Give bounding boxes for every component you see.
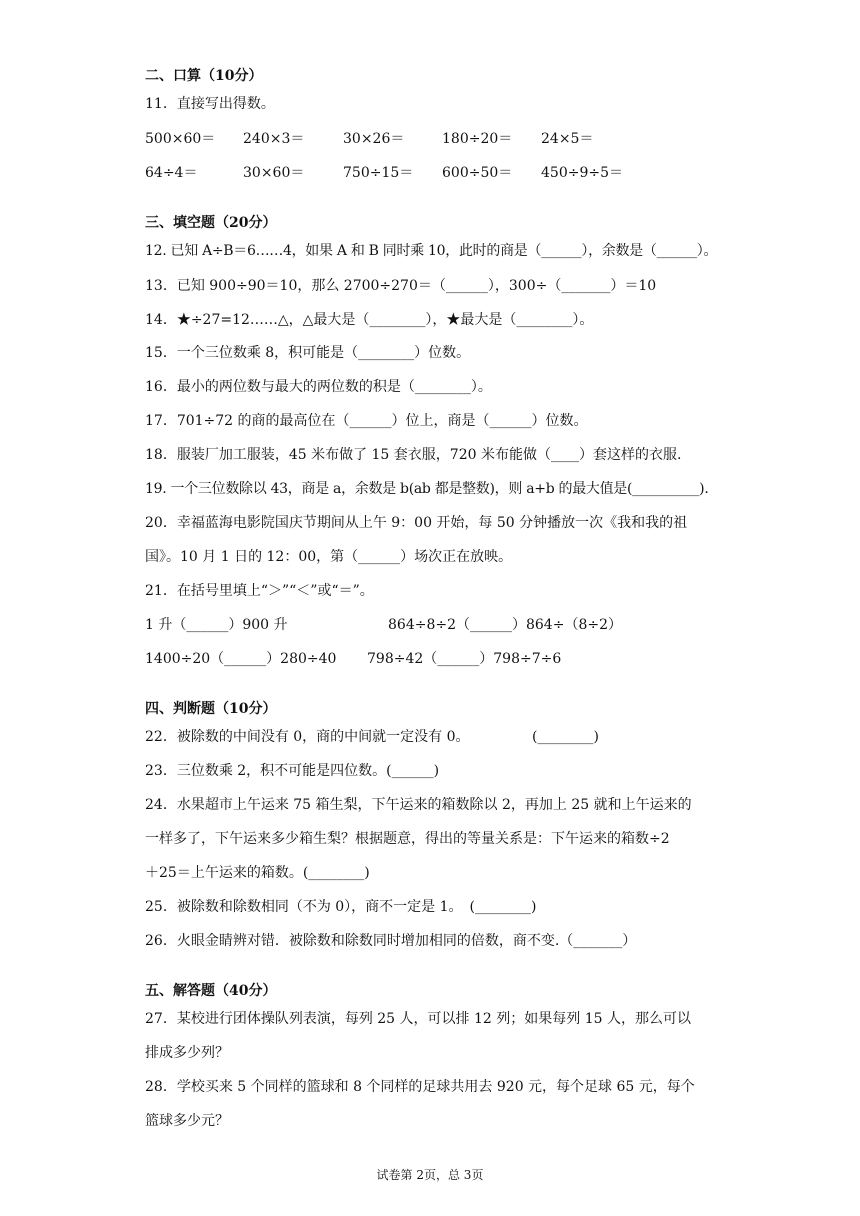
question-12: 12. 已知 A÷B＝6……4，如果 A 和 B 同时乘 10，此时的商是（______），余数是（______）。 — [145, 243, 718, 259]
question-16: 16．最小的两位数与最大的两位数的积是（________）。 — [145, 379, 492, 395]
calc-item: 24×5＝ — [541, 131, 594, 147]
compare-item: 1 升（______）900 升 — [145, 617, 288, 633]
question-19: 19. 一个三位数除以 43，商是 a，余数是 b(ab 都是整数)，则 a+b 的最大值是(__________). — [145, 481, 709, 497]
question-22: 22．被除数的中间没有 0，商的中间就一定没有 0。 — [145, 729, 470, 745]
calc-item: 750÷15＝ — [343, 165, 414, 181]
calc-item: 64÷4＝ — [145, 165, 198, 181]
question-25: 25．被除数和除数相同（不为 0），商不一定是 1。 (________) — [145, 899, 537, 915]
question-23: 23．三位数乘 2，积不可能是四位数。(______) — [145, 763, 440, 779]
compare-item: 798÷42（______）798÷7÷6 — [367, 651, 562, 667]
question-14: 14．★÷27=12……△，△最大是（________），★最大是（________）。 — [145, 312, 594, 328]
question-28-line-1: 28．学校买来 5 个同样的篮球和 8 个同样的足球共用去 920 元，每个足球 65 元，每个 — [145, 1079, 695, 1095]
calc-item: 500×60＝ — [145, 131, 216, 147]
question-24-line-3: ＋25＝上午运来的箱数。(________) — [145, 865, 370, 881]
question-21: 21．在括号里填上“＞”“＜”或“＝”。 — [145, 583, 374, 599]
question-24-line-1: 24．水果超市上午运来 75 箱生梨，下午运来的箱数除以 2，再加上 25 就和上午运来的 — [145, 797, 692, 813]
calc-item: 180÷20＝ — [442, 131, 513, 147]
question-15: 15．一个三位数乘 8，积可能是（________）位数。 — [145, 345, 471, 361]
compare-item: 1400÷20（______）280÷40 — [145, 651, 337, 667]
question-24-line-2: 一样多了，下午运来多少箱生梨？根据题意，得出的等量关系是：下午运来的箱数÷2 — [145, 831, 670, 847]
question-17: 17．701÷72 的商的最高位在（______）位上，商是（______）位数。 — [145, 413, 588, 429]
section-5-title: 五、解答题（40分） — [145, 983, 277, 999]
page-footer: 试卷第 2页，总 3页 — [376, 1168, 484, 1182]
calc-item: 240×3＝ — [243, 131, 305, 147]
section-3-title: 三、填空题（20分） — [145, 215, 277, 231]
question-20-line-1: 20．幸福蓝海电影院国庆节期间从上午 9：00 开始，每 50 分钟播放一次《我和我的祖 — [145, 515, 688, 531]
section-2-title: 二、口算（10分） — [145, 68, 263, 84]
question-28-line-2: 篮球多少元？ — [145, 1113, 229, 1129]
question-13: 13．已知 900÷90＝10，那么 2700÷270＝（______），300÷（_______）＝10 — [145, 278, 657, 294]
question-26: 26．火眼金睛辨对错．被除数和除数同时增加相同的倍数，商不变.（_______） — [145, 933, 637, 949]
question-27-line-2: 排成多少列？ — [145, 1045, 229, 1061]
calc-item: 30×26＝ — [343, 131, 405, 147]
calc-item: 450÷9÷5＝ — [541, 165, 623, 181]
question-20-line-2: 国》。10 月 1 日的 12：00，第（______）场次正在放映。 — [145, 549, 513, 565]
calc-item: 30×60＝ — [243, 165, 305, 181]
question-27-line-1: 27．某校进行团体操队列表演，每列 25 人，可以排 12 列；如果每列 15 人，那么可以 — [145, 1011, 691, 1027]
answer-blank: (________) — [532, 729, 599, 745]
section-4-title: 四、判断题（10分） — [145, 701, 277, 717]
question-18: 18．服装厂加工服装，45 米布做了 15 套衣服，720 米布能做（____）套这样的衣服. — [145, 447, 682, 463]
question-11: 11．直接写出得数。 — [145, 96, 275, 112]
calc-item: 600÷50＝ — [442, 165, 513, 181]
compare-item: 864÷8÷2（______）864÷（8÷2） — [388, 617, 622, 633]
